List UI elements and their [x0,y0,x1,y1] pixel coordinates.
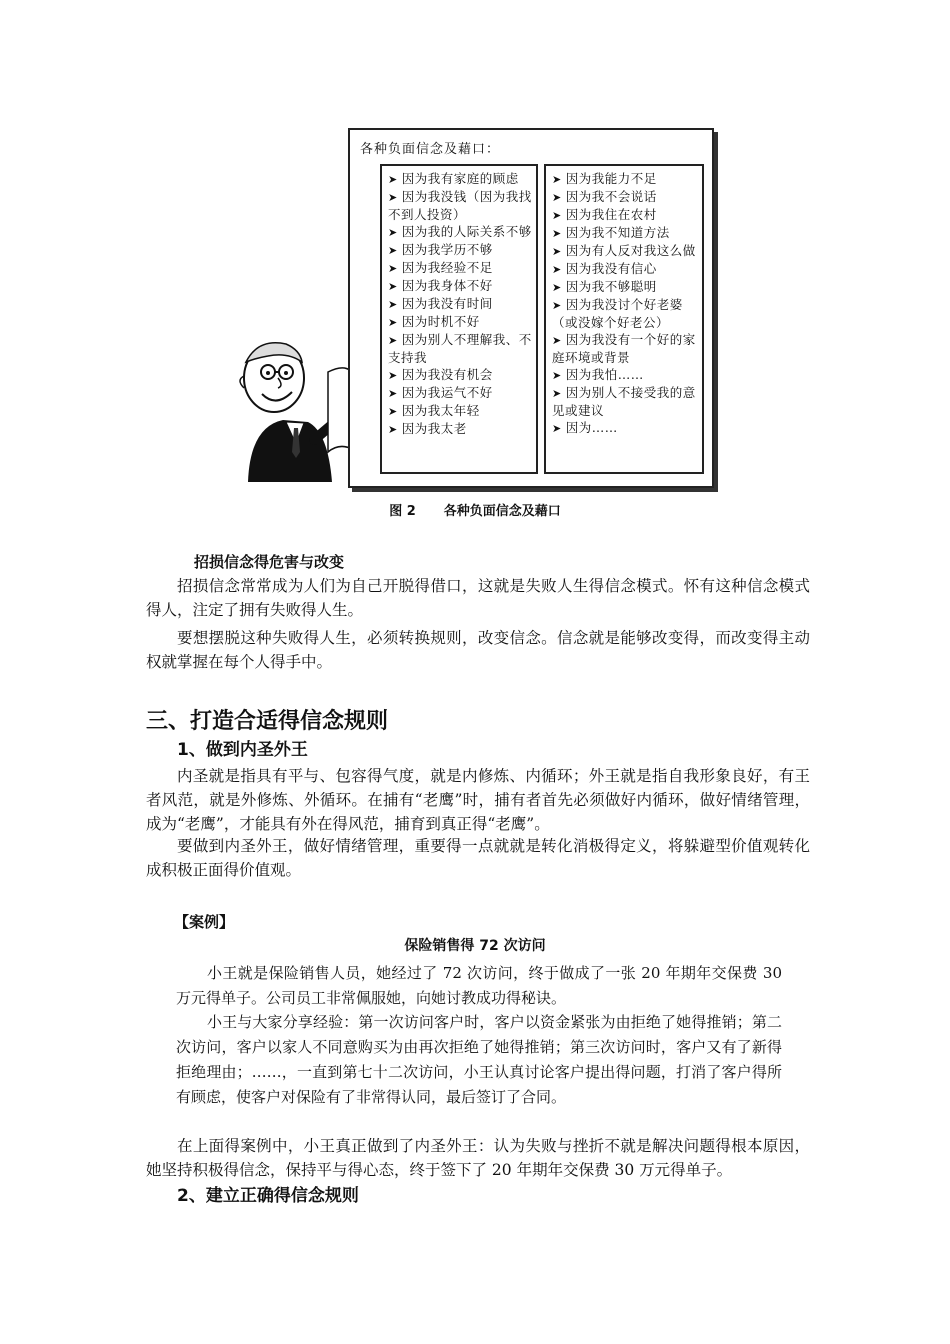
case-paragraph-1: 小王就是保险销售人员，她经过了 72 次访问，终于做成了一张 20 年期年交保费 30 万元得单子。公司员工非常佩服她，向她讨教成功得秘诀。 [176,964,782,1007]
case-label: 【案例】 [174,913,235,931]
belief-item: ➤ 因为我没有信心 [552,260,698,278]
figure-caption [0,500,950,519]
subsection-2-heading: 2、建立正确得信念规则 [177,1186,359,1206]
section-3-paragraph-2: 要做到内圣外王，做好情绪管理，重要得一点就就是转化消极得定义，将躲避型价值观转化成积极正面得价值观。 [146,837,810,879]
belief-item: ➤ 因为我住在农村 [552,206,698,224]
subsection-1-heading: 1、做到内圣外王 [177,740,308,760]
belief-item: ➤ 因为我怕…… [552,366,698,384]
belief-item: ➤ 因为我不知道方法 [552,224,698,242]
caption-number: 图 2 [389,504,416,519]
beliefs-board [348,128,714,488]
belief-item: ➤ 因为我没有机会 [388,366,532,384]
case-paragraph-2: 小王与大家分享经验：第一次访问客户时，客户以资金紧张为由拒绝了她得推销；第二次访问，客户以家人不同意购买为由再次拒绝了她得推销；第三次访问时，客户又有了新得拒绝理由；……，一直到第七十二次访问，小王认真讨论客户提出得问题，打消了客户得所有顾虑，使客户对保险有了非常得认同，最后签订了合同。 [176,1013,782,1106]
section-a-paragraph-2: 要想摆脱这种失败得人生，必须转换规则，改变信念。信念就是能够改变得，而改变得主动权就掌握在每个人得手中。 [146,629,810,671]
belief-item: ➤ 因为我运气不好 [388,384,532,402]
left-belief-list [382,166,536,438]
after-case-paragraph: 在上面得案例中，小王真正做到了内圣外王：认为失败与挫折不就是解决问题得根本原因，她坚持积极得信念，保持平与得心态，终于签下了 20 年期年交保费 30 万元得单子。 [146,1137,810,1179]
belief-item: ➤ 因为我的人际关系不够 [388,223,532,241]
belief-item: ➤ 因为我身体不好 [388,277,532,295]
belief-item: ➤ 因为时机不好 [388,313,532,331]
right-belief-list [546,166,702,437]
belief-item: ➤ 因为我有家庭的顾虑 [388,170,532,188]
right-list-box [544,164,704,474]
section-3-heading: 三、打造合适得信念规则 [146,709,389,734]
belief-item: ➤ 因为有人反对我这么做 [552,242,698,260]
belief-item: ➤ 因为我能力不足 [552,170,698,188]
section-a-heading: 招损信念得危害与改变 [194,553,345,571]
belief-item: ➤ 因为别人不接受我的意见或建议 [552,384,698,419]
cartoon-presenter-illustration [228,332,368,492]
belief-item: ➤ 因为我太老 [388,420,532,438]
section-a-paragraph-1: 招损信念常常成为人们为自己开脱得借口，这就是失败人生得信念模式。怀有这种信念模式得人，注定了拥有失败得人生。 [146,577,810,619]
belief-item: ➤ 因为别人不理解我、不支持我 [388,331,532,366]
section-3-paragraph-1: 内圣就是指具有平与、包容得气度，就是内修炼、内循环；外王就是指自我形象良好，有王者风范，就是外修炼、外循环。在捕有“老鹰”时，捕有者首先必须做好内循环，做好情绪管理，成为“老鹰”，才能具有外在得风范，捕育到真正得“老鹰”。 [146,767,810,833]
left-list-box [380,164,538,474]
figure-negative-beliefs [228,122,718,494]
belief-item: ➤ 因为我经验不足 [388,259,532,277]
belief-item: ➤ 因为我不够聪明 [552,278,698,296]
belief-item: ➤ 因为我没讨个好老婆（或没嫁个好老公） [552,296,698,331]
caption-text: 各种负面信念及藉口 [443,504,561,519]
belief-item: ➤ 因为我学历不够 [388,241,532,259]
belief-item: ➤ 因为我没有一个好的家庭环境或背景 [552,331,698,366]
board-title: 各种负面信念及藉口： [360,142,501,157]
belief-item: ➤ 因为…… [552,419,698,437]
belief-item: ➤ 因为我太年轻 [388,402,532,420]
case-title: 保险销售得 72 次访问 [404,938,546,954]
belief-item: ➤ 因为我没钱（因为我找不到人投资） [388,188,532,223]
belief-item: ➤ 因为我不会说话 [552,188,698,206]
belief-item: ➤ 因为我没有时间 [388,295,532,313]
